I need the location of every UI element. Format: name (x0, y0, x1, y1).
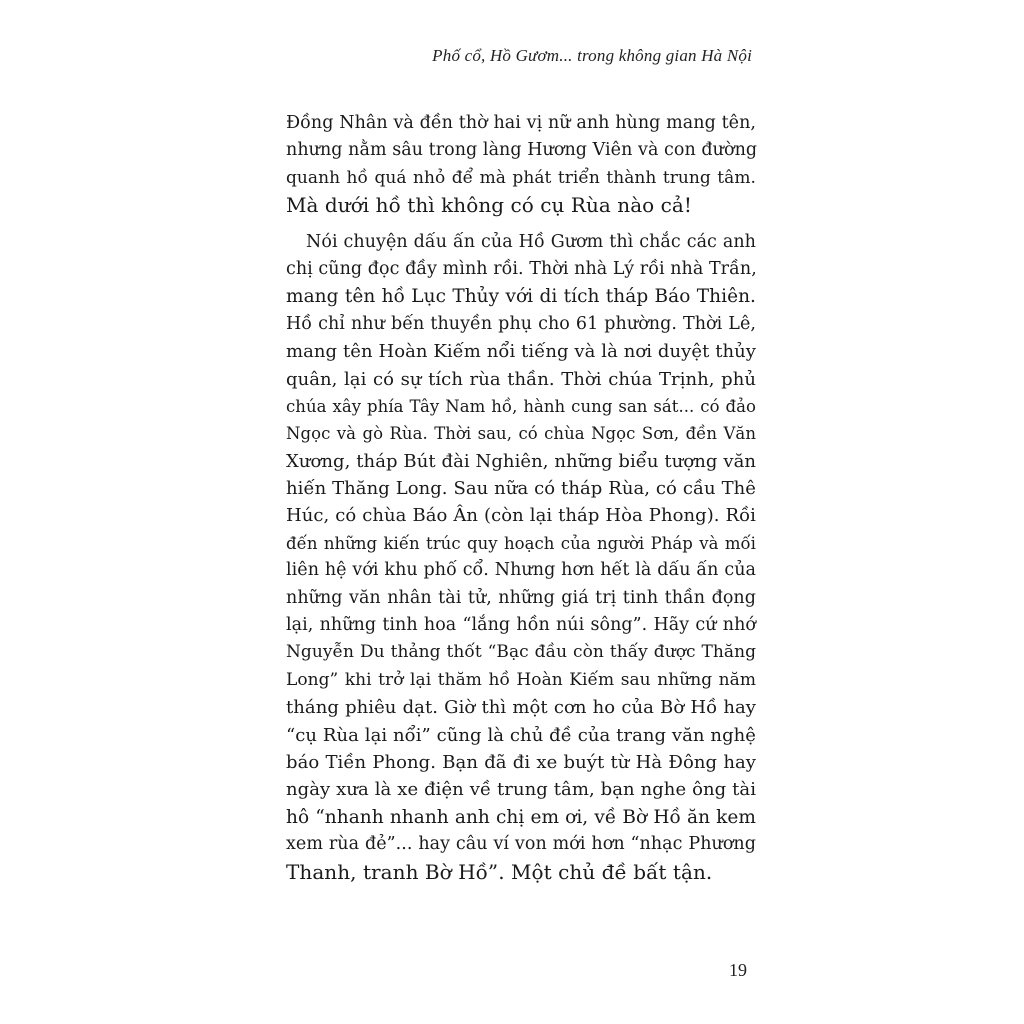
running-header: Phố cổ, Hồ Gươm... trong không gian Hà Nội (432, 46, 752, 65)
paragraph-2 (286, 229, 756, 886)
text-line: xem rùa đẻ”... hay câu ví von mới hơn “nhạc Phương (286, 834, 756, 855)
text-line: Long” khi trở lại thăm hồ Hoàn Kiếm sau những năm (286, 669, 756, 690)
text-line: liên hệ với khu phố cổ. Nhưng hơn hết là dấu ấn của (286, 560, 756, 581)
text-line: Ngọc và gò Rùa. Thời sau, có chùa Ngọc Sơn, đền Văn (286, 424, 756, 444)
text-line: tháng phiêu dạt. Giờ thì một cơn ho của Bờ Hồ hay (286, 697, 756, 719)
paragraph-gap (286, 220, 756, 229)
text-line: Húc, có chùa Báo Ân (còn lại tháp Hòa Phong). Rồi (286, 505, 756, 527)
page-number: 19 (729, 960, 747, 980)
text-line: hiến Thăng Long. Sau nữa có tháp Rùa, có cầu Thê (286, 478, 756, 500)
text-line: Nguyễn Du thảng thốt “Bạc đầu còn thấy được Thăng (286, 642, 756, 663)
text-line: ngày xưa là xe điện về trung tâm, bạn nghe ông tài (286, 779, 756, 801)
body-text (286, 110, 756, 886)
text-line: chị cũng đọc đầy mình rồi. Thời nhà Lý rồi nhà Trần, (286, 258, 757, 279)
paragraph-1 (286, 110, 756, 220)
text-line: Mà dưới hồ thì không có cụ Rùa nào cả! (286, 193, 692, 218)
text-line: lại, những tinh hoa “lắng hồn núi sông”. Hãy cứ nhớ (286, 615, 756, 636)
text-line: Hồ chỉ như bến thuyền phụ cho 61 phường. Thời Lê, (286, 313, 756, 334)
text-line: Đồng Nhân và đền thờ hai vị nữ anh hùng mang tên, (286, 113, 756, 133)
text-line: những văn nhân tài tử, những giá trị tinh thần đọng (286, 587, 756, 608)
text-line: mang tên Hoàn Kiếm nổi tiếng và là nơi duyệt thủy (286, 341, 756, 363)
text-line: hô “nhanh nhanh anh chị em ơi, về Bờ Hồ ăn kem (286, 806, 756, 828)
text-line: quân, lại có sự tích rùa thần. Thời chúa Trịnh, phủ (286, 368, 756, 390)
text-line: nhưng nằm sâu trong làng Hương Viên và con đường (286, 140, 758, 161)
text-line: đến những kiến trúc quy hoạch của người Pháp và mối (286, 533, 756, 553)
text-line: quanh hồ quá nhỏ để mà phát triển thành trung tâm. (286, 167, 756, 188)
text-line: Nói chuyện dấu ấn của Hồ Gươm thì chắc các anh (306, 231, 756, 252)
text-line: Xương, tháp Bút đài Nghiên, những biểu tượng văn (286, 450, 756, 472)
text-line: “cụ Rùa lại nổi” cũng là chủ đề của trang văn nghệ (286, 724, 756, 746)
text-line: mang tên hồ Lục Thủy với di tích tháp Báo Thiên. (286, 286, 756, 308)
text-line: Thanh, tranh Bờ Hồ”. Một chủ đề bất tận. (286, 859, 713, 884)
text-line: báo Tiền Phong. Bạn đã đi xe buýt từ Hà Đông hay (286, 751, 756, 773)
text-line: chúa xây phía Tây Nam hồ, hành cung san sát... có đảo (286, 396, 756, 416)
